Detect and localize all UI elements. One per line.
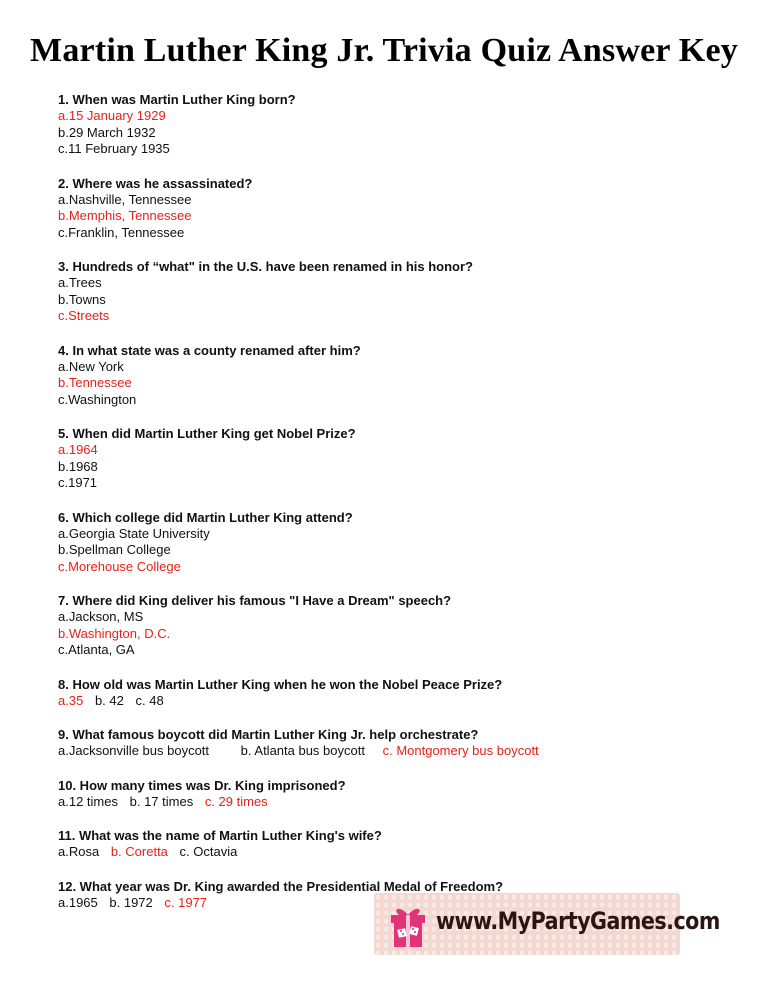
question-1 — [58, 91, 738, 158]
question-text: 10. How many times was Dr. King imprisoned? — [58, 777, 346, 793]
page-title: Martin Luther King Jr. Trivia Quiz Answer Key — [30, 32, 738, 69]
question-text: 6. Which college did Martin Luther King attend? — [58, 509, 353, 525]
question-5 — [58, 425, 738, 492]
option-b: b. Atlanta bus boycott — [240, 743, 365, 758]
option-b-correct: b. Coretta — [110, 844, 168, 859]
question-9 — [58, 726, 738, 760]
option-a-correct: a.15 January 1929 — [58, 108, 166, 123]
option-c-correct: c. 29 times — [204, 793, 268, 809]
inline-options — [58, 743, 738, 760]
option-c-correct: c.Morehouse College — [58, 558, 181, 574]
inline-options — [58, 794, 738, 811]
question-10 — [58, 777, 738, 811]
question-2 — [58, 175, 738, 242]
option-c: c. Octavia — [179, 844, 238, 859]
option-b-correct: b.Tennessee — [58, 375, 132, 390]
question-text: 2. Where was he assassinated? — [58, 175, 253, 191]
question-text: 1. When was Martin Luther King born? — [58, 92, 296, 107]
option-b: b. 17 times — [129, 793, 194, 809]
question-text: 3. Hundreds of “what" in the U.S. have been renamed in his honor? — [58, 259, 473, 274]
option-b: b.29 March 1932 — [58, 124, 156, 140]
option-c-correct: c. 1977 — [164, 894, 208, 910]
option-c: c.11 February 1935 — [58, 141, 170, 156]
option-a: a.Rosa — [58, 844, 100, 859]
question-11 — [58, 827, 738, 861]
option-a: a.Jackson, MS — [58, 609, 144, 624]
option-b: b.Towns — [58, 291, 106, 307]
logo-text: www.MyPartyGames.com — [436, 907, 720, 935]
option-a: a.1965 — [58, 894, 98, 910]
mypartygames-logo[interactable] — [374, 893, 720, 955]
question-text: 8. How old was Martin Luther King when he won the Nobel Peace Prize? — [58, 676, 503, 692]
option-a: a.Georgia State University — [58, 525, 210, 541]
gift-box-icon — [388, 903, 428, 949]
option-a: a.12 times — [58, 793, 118, 809]
inline-options — [58, 844, 738, 861]
option-b: b.Spellman College — [58, 542, 171, 557]
option-b: b. 42 — [94, 692, 124, 708]
option-c: c. 48 — [135, 692, 164, 708]
option-c: c.Atlanta, GA — [58, 642, 135, 657]
option-a: a.Nashville, Tennessee — [58, 191, 192, 207]
question-text: 7. Where did King deliver his famous "I Have a Dream" speech? — [58, 593, 452, 608]
question-text: 12. What year was Dr. King awarded the Presidential Medal of Freedom? — [58, 878, 504, 894]
option-a: a.Jacksonville bus boycott — [58, 743, 210, 758]
question-4 — [58, 342, 738, 409]
option-c: c.Washington — [58, 391, 137, 407]
question-text: 4. In what state was a county renamed after him? — [58, 342, 361, 358]
question-7 — [58, 592, 738, 659]
question-text: 5. When did Martin Luther King get Nobel Prize? — [58, 426, 356, 441]
option-a-correct: a.1964 — [58, 442, 98, 457]
option-a: a.Trees — [58, 275, 102, 290]
question-6 — [58, 509, 738, 576]
option-c: c.1971 — [58, 475, 98, 490]
option-b-correct: b.Washington, D.C. — [58, 625, 171, 641]
option-a-correct: a.35 — [58, 692, 84, 708]
question-text: 11. What was the name of Martin Luther King's wife? — [58, 828, 382, 843]
option-b: b.1968 — [58, 458, 98, 474]
option-c-correct: c. Montgomery bus boycott — [382, 743, 539, 758]
option-b: b. 1972 — [109, 894, 153, 910]
option-c: c.Franklin, Tennessee — [58, 224, 185, 240]
option-c-correct: c.Streets — [58, 308, 110, 323]
inline-options — [58, 693, 738, 710]
question-8 — [58, 676, 738, 710]
option-a: a.New York — [58, 358, 124, 374]
question-list — [58, 91, 738, 928]
option-b-correct: b.Memphis, Tennessee — [58, 208, 192, 223]
question-text: 9. What famous boycott did Martin Luther King Jr. help orchestrate? — [58, 727, 479, 742]
question-3 — [58, 258, 738, 325]
